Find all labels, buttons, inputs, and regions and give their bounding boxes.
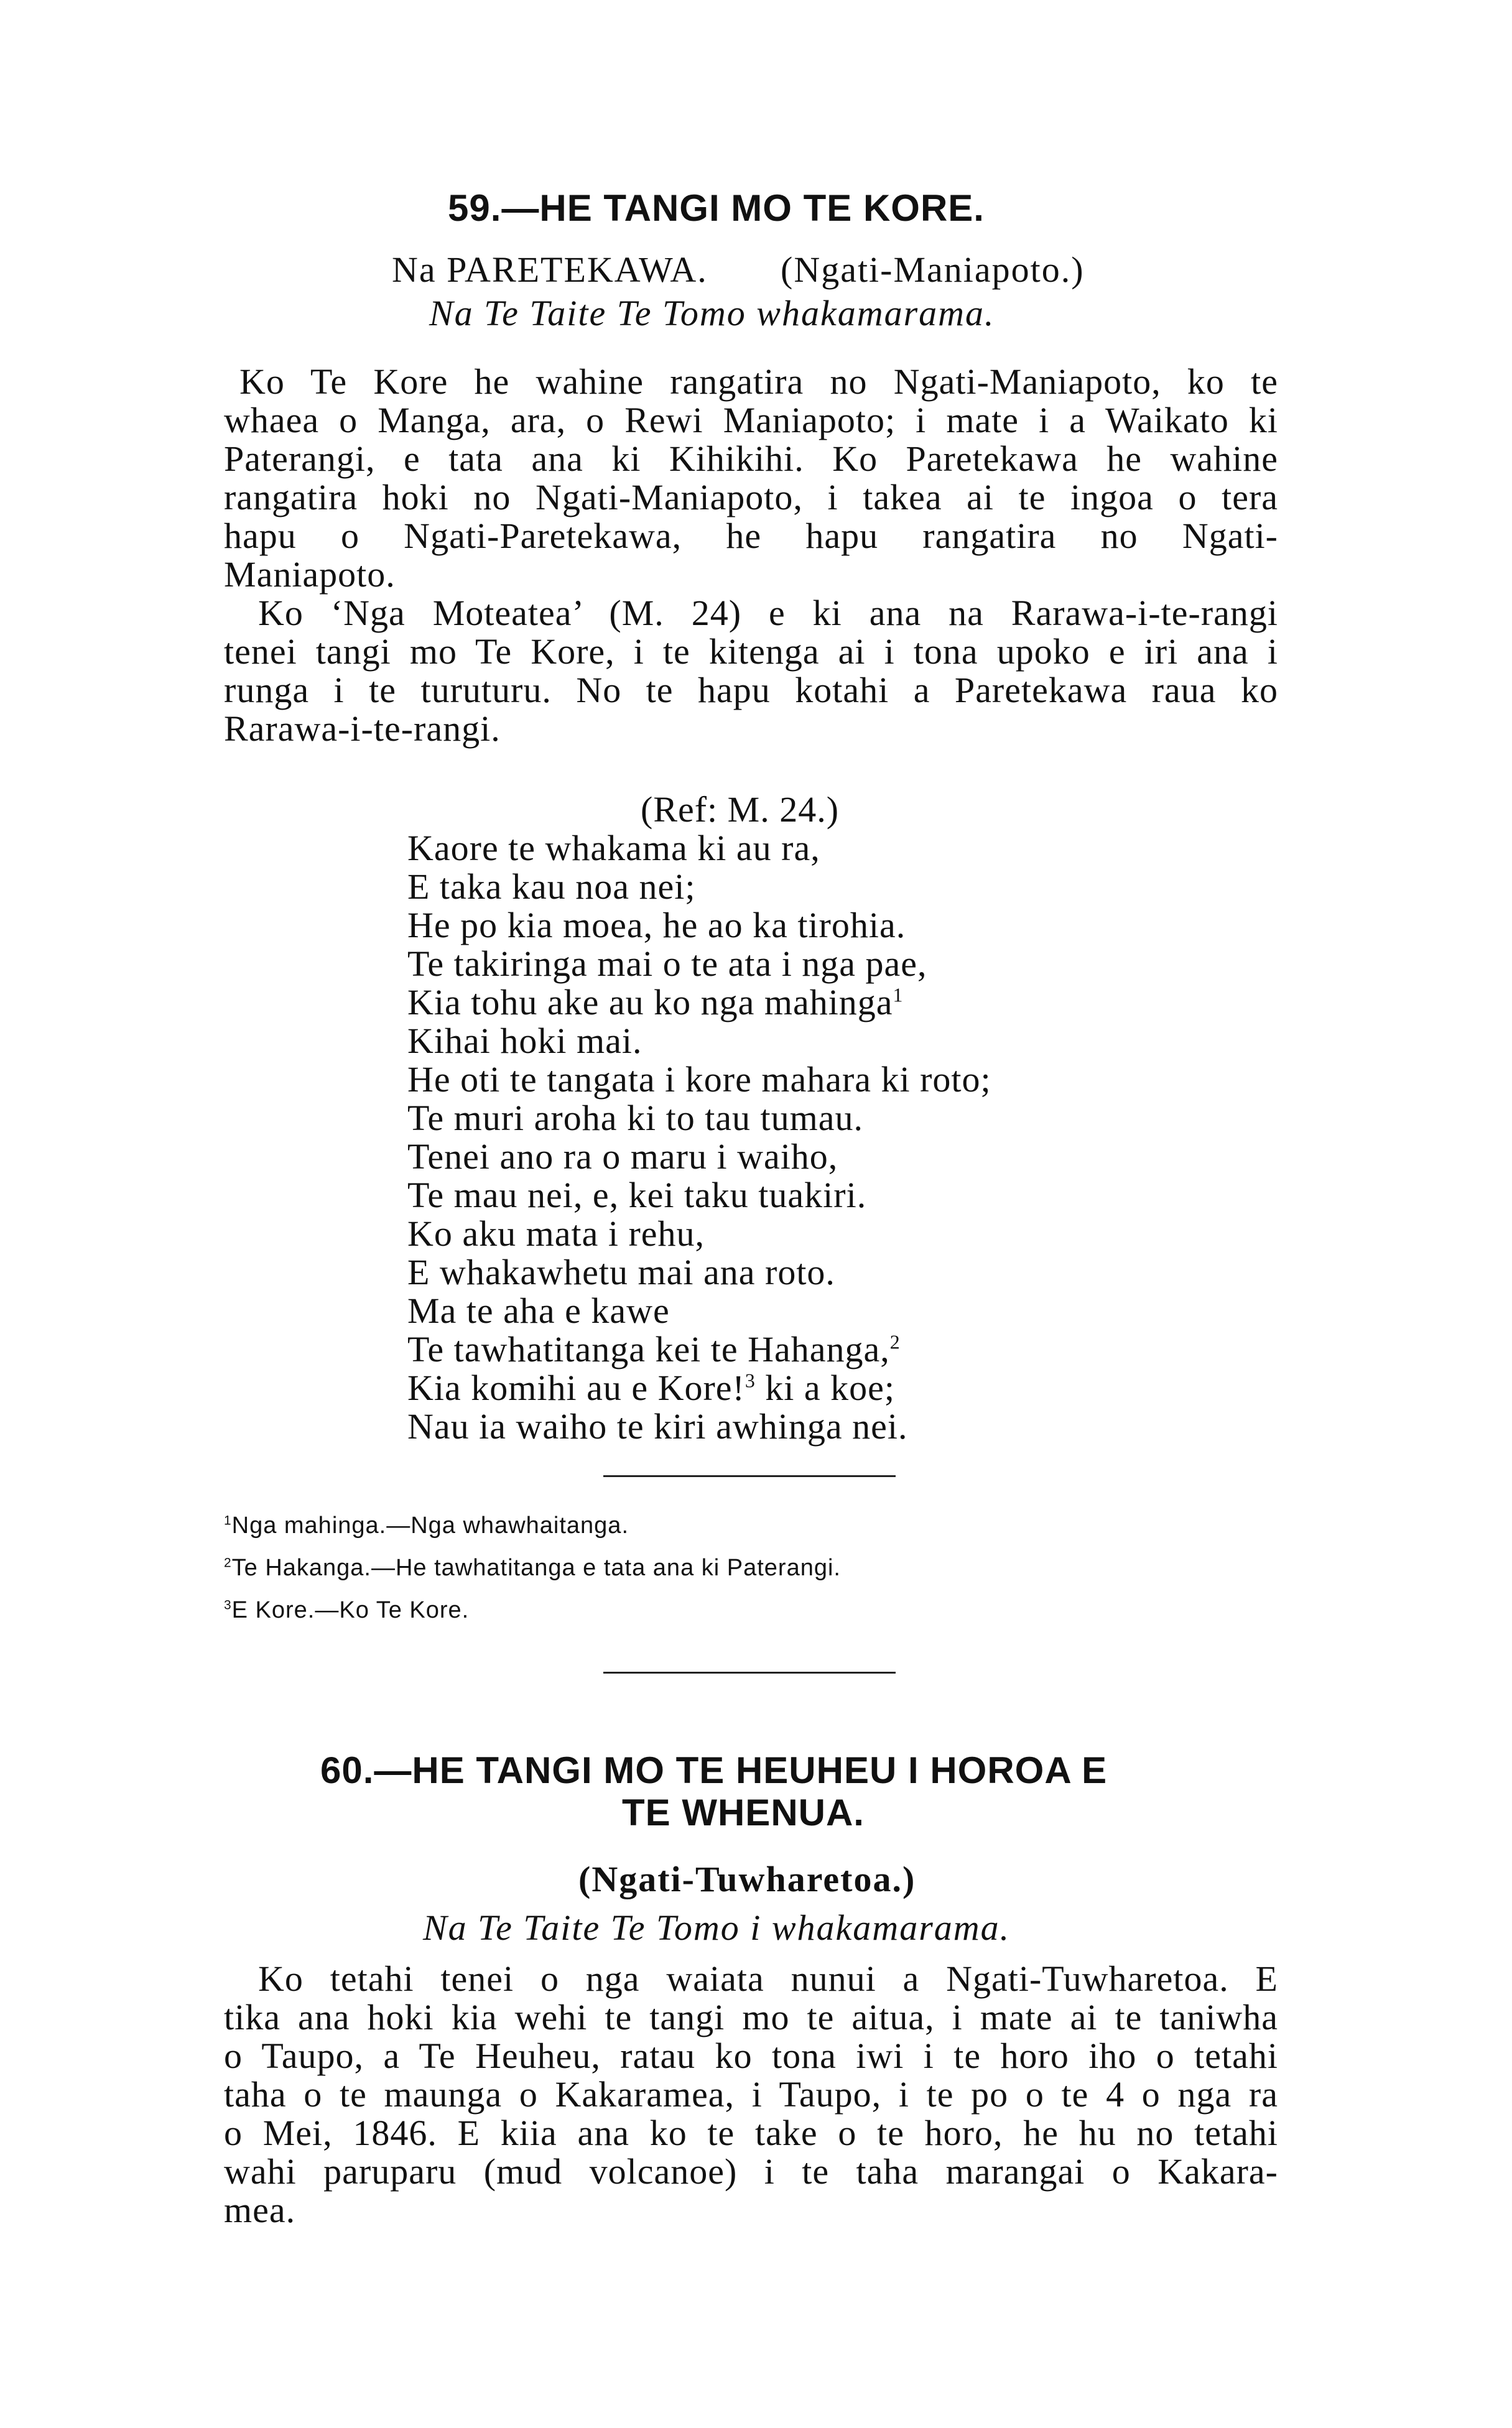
reference: (Ref: M. 24.) (641, 789, 840, 830)
section-59-credit: Na Te Taite Te Tomo whakamarama. (429, 293, 995, 333)
footnote-divider (603, 1475, 896, 1477)
intro-line: Ko Te Kore he wahine rangatira no Ngati-Maniapoto, ko te (239, 361, 1278, 402)
intro-line: wahi paruparu (mud volcanoe) i te taha marangai o Kakara- (224, 2151, 1278, 2192)
section-60-credit: Na Te Taite Te Tomo i whakamarama. (423, 1907, 1011, 1948)
verse-text: ki a koe; (755, 1368, 896, 1408)
footnote-mark: 3 (224, 1598, 232, 1613)
verse-line: Ko aku mata i rehu, (407, 1213, 705, 1254)
intro-line: Rarawa-i-te-rangi. (224, 708, 501, 749)
intro-line: Ko ‘Nga Moteatea’ (M. 24) e ki ana na Rarawa-i-te-rangi (258, 593, 1278, 633)
footnote-text: E Kore.—Ko Te Kore. (231, 1597, 470, 1623)
verse-line: He po kia moea, he ao ka tirohia. (407, 905, 906, 945)
intro-line: hapu o Ngati-Paretekawa, he hapu rangatira no Ngati- (224, 516, 1278, 556)
verse-line: He oti te tangata i kore mahara ki roto; (407, 1059, 991, 1100)
footnote (224, 1513, 629, 1539)
intro-line: tenei tangi mo Te Kore, i te kitenga ai i tona upoko e iri ana i (224, 631, 1278, 672)
intro-line: taha o te maunga o Kakaramea, i Taupo, i te po o te 4 o nga ra (224, 2074, 1278, 2115)
intro-line: tika ana hoki kia wehi te tangi mo te aitua, i mate ai te taniwha (224, 1997, 1278, 2037)
section-60-heading-line2: TE WHENUA. (622, 1792, 865, 1833)
intro-line: rangatira hoki no Ngati-Maniapoto, i takea ai te ingoa o tera (224, 477, 1278, 517)
footnote-mark: 1 (224, 1513, 232, 1528)
footnote-mark: 2 (224, 1555, 232, 1570)
footnote-mark: 1 (893, 984, 904, 1006)
intro-line: o Taupo, a Te Heuheu, ratau ko tona iwi i te horo iho o tetahi (224, 2036, 1278, 2076)
verse-line: Ma te aha e kawe (407, 1290, 670, 1331)
footnote-text: Te Hakanga.—He tawhatitanga e tata ana ki Paterangi. (231, 1555, 841, 1581)
section-60-tribe: (Ngati-Tuwharetoa.) (578, 1859, 916, 1899)
verse-line (407, 981, 904, 1023)
verse-line: E whakawhetu mai ana roto. (407, 1252, 835, 1292)
section-59-tribe: (Ngati-Maniapoto.) (781, 249, 1085, 290)
verse-line (407, 1367, 895, 1409)
verse-line: E taka kau noa nei; (407, 866, 696, 907)
section-divider (603, 1672, 896, 1674)
intro-line: Ko tetahi tenei o nga waiata nunui a Ngati-Tuwharetoa. E (258, 1958, 1278, 1999)
intro-line: Paterangi, e tata ana ki Kihikihi. Ko Paretekawa he wahine (224, 438, 1278, 479)
intro-line: mea. (224, 2190, 296, 2230)
section-59-author: Na PARETEKAWA. (392, 249, 708, 290)
verse-line: Te muri aroha ki to tau tumau. (407, 1098, 864, 1138)
verse-line: Te mau nei, e, kei taku tuakiri. (407, 1175, 867, 1215)
footnote (224, 1555, 841, 1582)
section-59-heading: 59.—HE TANGI MO TE KORE. (448, 187, 985, 229)
verse-line: Kihai hoki mai. (407, 1021, 642, 1061)
footnote-mark: 2 (889, 1331, 901, 1353)
footnote-mark: 3 (744, 1369, 756, 1392)
intro-line: Maniapoto. (224, 554, 396, 595)
verse-text: Te tawhatitanga kei te Hahanga, (407, 1329, 890, 1369)
footnote-text: Nga mahinga.—Nga whawhaitanga. (231, 1513, 629, 1539)
intro-line: o Mei, 1846. E kiia ana ko te take o te horo, he hu no tetahi (224, 2113, 1278, 2153)
verse-line: Nau ia waiho te kiri awhinga nei. (407, 1406, 908, 1447)
footnote (224, 1597, 469, 1624)
verse-line: Te takiringa mai o te ata i nga pae, (407, 943, 927, 984)
verse-text: Kia tohu ake au ko nga mahinga (407, 982, 893, 1022)
section-60-heading-line1: 60.—HE TANGI MO TE HEUHEU I HOROA E (320, 1749, 1108, 1791)
intro-line: whaea o Manga, ara, o Rewi Maniapoto; i mate i a Waikato ki (224, 400, 1278, 440)
intro-line: runga i te turuturu. No te hapu kotahi a Paretekawa raua ko (224, 670, 1278, 710)
verse-line (407, 1328, 901, 1370)
verse-line: Kaore te whakama ki au ra, (407, 828, 820, 868)
verse-text: Kia komihi au e Kore! (407, 1368, 745, 1408)
verse-line: Tenei ano ra o maru i waiho, (407, 1136, 838, 1177)
